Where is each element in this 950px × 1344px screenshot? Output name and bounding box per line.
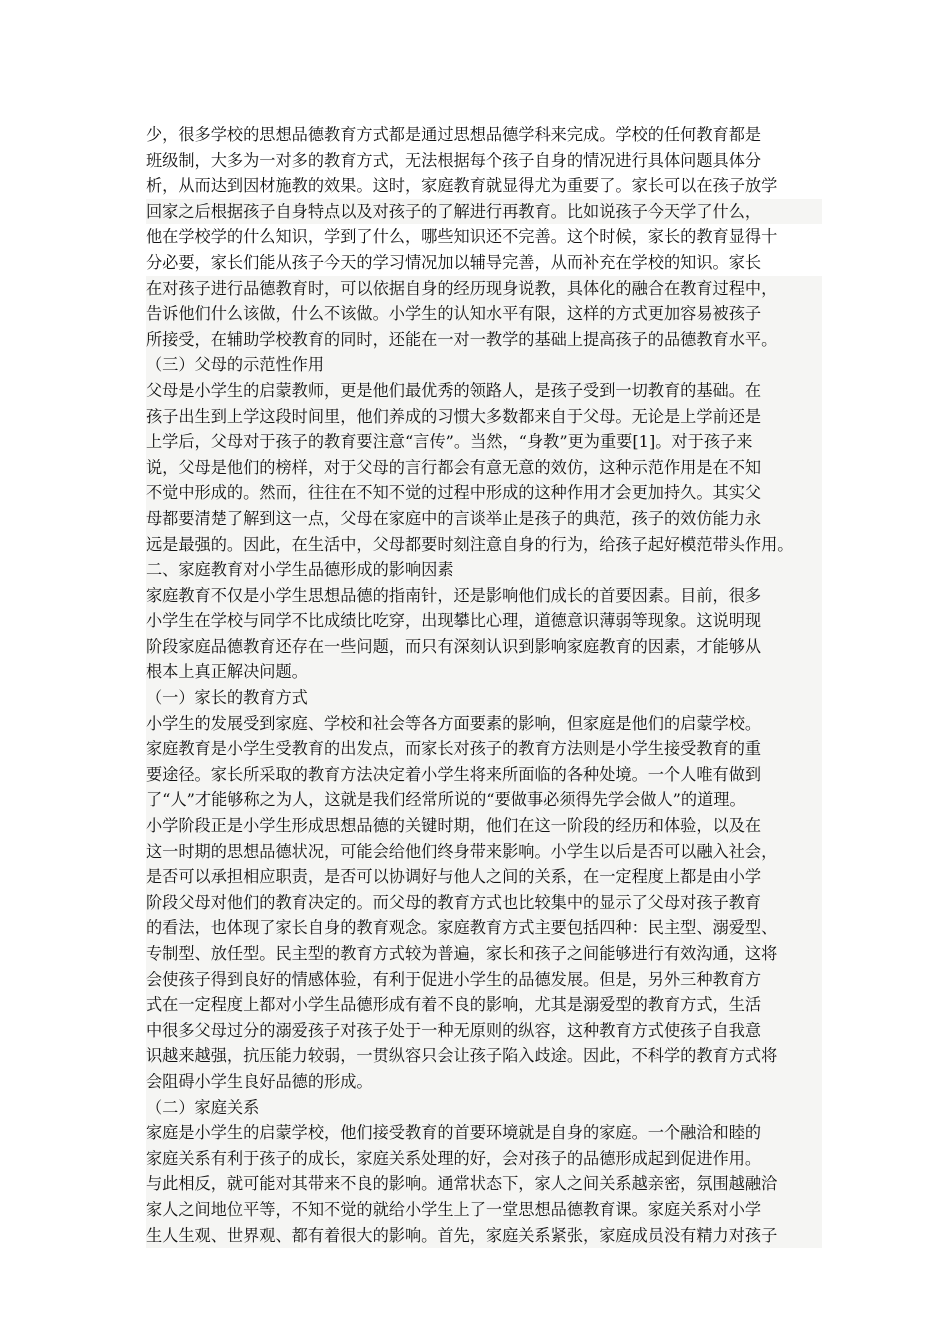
paragraph-line: 生人生观、世界观、都有着很大的影响。首先，家庭关系紧张，家庭成员没有精力对孩子 — [146, 1223, 822, 1249]
paragraph-line: 说，父母是他们的榜样，对于父母的言行都会有意无意的效仿，这种示范作用是在不知 — [146, 455, 822, 481]
paragraph-line: 识越来越强，抗压能力较弱，一贯纵容只会让孩子陷入歧途。因此，不科学的教育方式将 — [146, 1043, 822, 1069]
paragraph-line: 家庭教育不仅是小学生思想品德的指南针，还是影响他们成长的首要因素。目前，很多 — [146, 583, 822, 609]
paragraph-line: 析，从而达到因材施教的效果。这时，家庭教育就显得尤为重要了。家长可以在孩子放学 — [146, 176, 778, 196]
paragraph-line: 他在学校学的什么知识，学到了什么，哪些知识还不完善。这个时候，家长的教育显得十 — [146, 227, 778, 247]
body-text — [146, 122, 822, 1248]
paragraph-line: 孩子出生到上学这段时间里，他们养成的习惯大多数都来自于父母。无论是上学前还是 — [146, 404, 822, 430]
section-heading: （三）父母的示范性作用 — [146, 352, 822, 378]
paragraph-line: 家庭关系有利于孩子的成长，家庭关系处理的好，会对孩子的品德形成起到促进作用。 — [146, 1146, 822, 1172]
paragraph-line: 阶段父母对他们的教育决定的。而父母的教育方式也比较集中的显示了父母对孩子教育 — [146, 890, 822, 916]
paragraph-line: 在对孩子进行品德教育时，可以依据自身的经历现身说教，具体化的融合在教育过程中， — [146, 276, 822, 302]
paragraph-line: 小学生在学校与同学不比成绩比吃穿，出现攀比心理，道德意识薄弱等现象。这说明现 — [146, 608, 822, 634]
paragraph-line: 会阻碍小学生良好品德的形成。 — [146, 1069, 822, 1095]
paragraph-line: 父母是小学生的启蒙教师，更是他们最优秀的领路人，是孩子受到一切教育的基础。在 — [146, 378, 822, 404]
paragraph-line: 要途径。家长所采取的教育方法决定着小学生将来所面临的各种处境。一个人唯有做到 — [146, 762, 822, 788]
paragraph-line: 家庭教育是小学生受教育的出发点，而家长对孩子的教育方法则是小学生接受教育的重 — [146, 736, 822, 762]
paragraph-line: 这一时期的思想品德状况，可能会给他们终身带来影响。小学生以后是否可以融入社会， — [146, 839, 822, 865]
paragraph-line: 小学生的发展受到家庭、学校和社会等各方面要素的影响，但家庭是他们的启蒙学校。 — [146, 711, 822, 737]
paragraph-line: 阶段家庭品德教育还存在一些问题，而只有深刻认识到影响家庭教育的因素，才能够从 — [146, 634, 822, 660]
paragraph-line: 中很多父母过分的溺爱孩子对孩子处于一种无原则的纵容，这种教育方式使孩子自我意 — [146, 1018, 822, 1044]
paragraph-line: 远是最强的。因此，在生活中，父母都要时刻注意自身的行为，给孩子起好模范带头作用。 — [146, 532, 822, 558]
paragraph-line: 会使孩子得到良好的情感体验，有利于促进小学生的品德发展。但是，另外三种教育方 — [146, 967, 822, 993]
paragraph-line: 分必要，家长们能从孩子今天的学习情况加以辅导完善，从而补充在学校的知识。家长 — [146, 252, 762, 272]
section-heading: （一）家长的教育方式 — [146, 685, 822, 711]
paragraph-line: 家人之间地位平等，不知不觉的就给小学生上了一堂思想品德教育课。家庭关系对小学 — [146, 1197, 822, 1223]
paragraph-line: 是否可以承担相应职责，是否可以协调好与他人之间的关系，在一定程度上都是由小学 — [146, 864, 822, 890]
paragraph-line: 与此相反，就可能对其带来不良的影响。通常状态下，家人之间关系越亲密，氛围越融洽 — [146, 1171, 822, 1197]
paragraph-line: 专制型、放任型。民主型的教育方式较为普遍，家长和孩子之间能够进行有效沟通，这将 — [146, 941, 822, 967]
paragraph-line: 小学阶段正是小学生形成思想品德的关键时期，他们在这一阶段的经历和体验，以及在 — [146, 813, 822, 839]
paragraph-line: 所接受，在辅助学校教育的同时，还能在一对一教学的基础上提高孩子的品德教育水平。 — [146, 327, 822, 353]
section-heading: （二）家庭关系 — [146, 1095, 822, 1121]
paragraph-line: 母都要清楚了解到这一点，父母在家庭中的言谈举止是孩子的典范，孩子的效仿能力永 — [146, 506, 822, 532]
paragraph-line: 的看法，也体现了家长自身的教育观念。家庭教育方式主要包括四种：民主型、溺爱型、 — [146, 915, 822, 941]
paragraph-line: 少，很多学校的思想品德教育方式都是通过思想品德学科来完成。学校的任何教育都是 — [146, 125, 762, 144]
section-heading: 二、家庭教育对小学生品德形成的影响因素 — [146, 557, 822, 583]
paragraph-line: 家庭是小学生的启蒙学校，他们接受教育的首要环境就是自身的家庭。一个融洽和睦的 — [146, 1120, 822, 1146]
paragraph-line: 班级制，大多为一对多的教育方式，无法根据每个孩子自身的情况进行具体问题具体分 — [146, 150, 762, 170]
paragraph-line: 上学后，父母对于孩子的教育要注意“言传”。当然，“身教”更为重要[1]。对于孩子来 — [146, 429, 822, 455]
paragraph-line: 根本上真正解决问题。 — [146, 659, 822, 685]
paragraph-line: 式在一定程度上都对小学生品德形成有着不良的影响，尤其是溺爱型的教育方式，生活 — [146, 992, 822, 1018]
paragraph-line: 了“人”才能够称之为人，这就是我们经常所说的“要做事必须得先学会做人”的道理。 — [146, 787, 822, 813]
paragraph-line: 回家之后根据孩子自身特点以及对孩子的了解进行再教育。比如说孩子今天学了什么， — [146, 199, 822, 225]
paragraph-line: 不觉中形成的。然而，往往在不知不觉的过程中形成的这种作用才会更加持久。其实父 — [146, 480, 822, 506]
paragraph-line: 告诉他们什么该做，什么不该做。小学生的认知水平有限，这样的方式更加容易被孩子 — [146, 301, 822, 327]
